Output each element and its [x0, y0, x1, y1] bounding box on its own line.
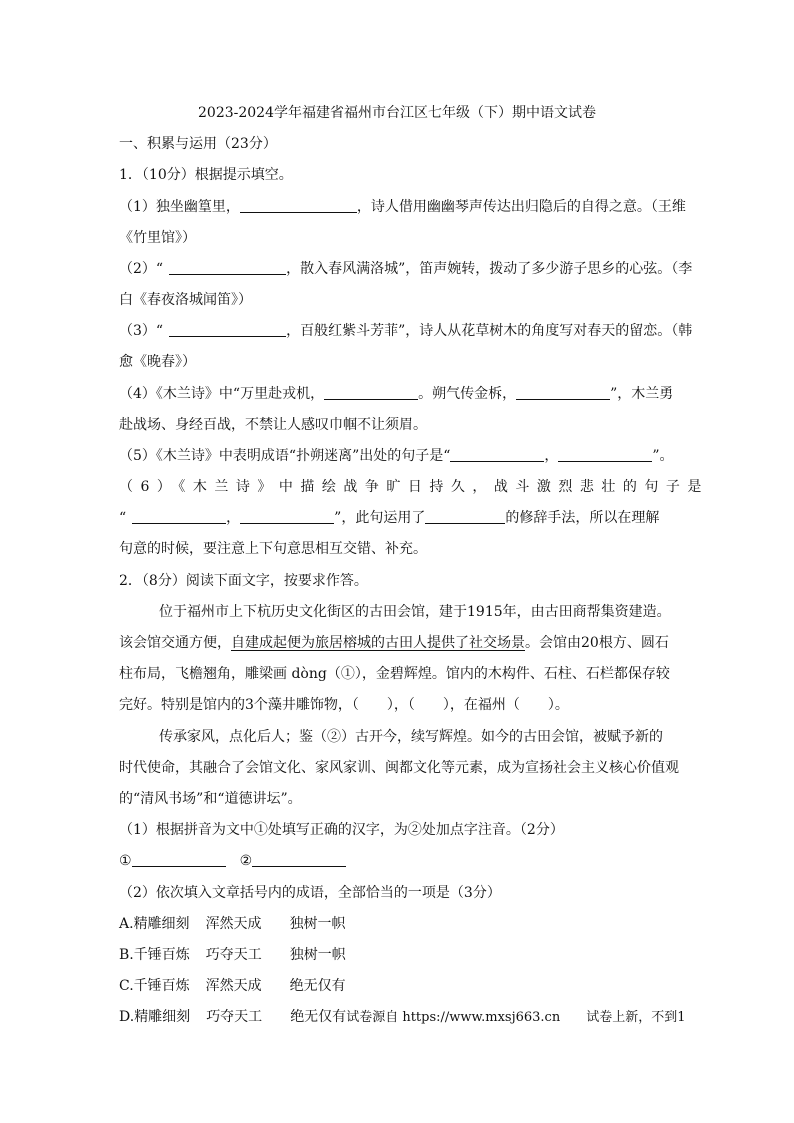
q1-item-1-text: （1）独坐幽篁里， — [119, 199, 240, 215]
q1-item-3-source: 愈《晚春》） — [119, 354, 196, 370]
answer-blank[interactable] — [132, 852, 226, 867]
option-idiom: 巧夺天工 — [205, 947, 262, 963]
option-idiom: 浑然天成 — [205, 978, 262, 994]
answer-blank[interactable] — [252, 852, 346, 867]
q1-item-5-text-3: ”。 — [652, 448, 674, 464]
passage-para-1-line-2 — [119, 633, 675, 653]
option-c[interactable] — [119, 976, 675, 996]
passage-para-1-line-1: 位于福州市上下杭历史文化街区的古田会馆，建于1915年，由古田商帮集资建造。 — [159, 604, 671, 620]
q1-item-3 — [119, 321, 693, 341]
option-idiom: 绝无仅有 — [290, 1009, 347, 1025]
answer-blank[interactable] — [558, 447, 652, 462]
q1-item-6-line-2 — [119, 508, 675, 528]
option-a[interactable] — [119, 914, 675, 934]
answer-blank[interactable] — [516, 385, 610, 400]
passage-text: 。会馆由20根方、圆石 — [525, 635, 669, 651]
q1-item-1-text-2: ，诗人借用幽幽琴声传达出归隐后的自得之意。（王维 — [356, 199, 686, 215]
answer-blank[interactable] — [169, 260, 286, 275]
q1-item-6-text: “ — [119, 510, 127, 526]
option-idiom: 千锤百炼 — [133, 978, 190, 994]
q1-item-2-text-2: ，散入春风满洛城”，笛声婉转，拨动了多少游子思乡的心弦。（李 — [286, 261, 693, 277]
answer-blank[interactable] — [240, 198, 357, 213]
option-idiom: 独树一帜 — [289, 916, 346, 932]
option-d[interactable] — [119, 1007, 686, 1028]
q2-sub-question-2: （2）依次填入文章括号内的成语，全部恰当的一项是（3分） — [119, 885, 501, 901]
option-idiom: 精雕细刻 — [134, 1009, 191, 1025]
q1-item-4 — [119, 384, 675, 404]
q1-item-3-text-2: ，百般红紫斗芳菲”，诗人从花草树木的角度写对春天的留恋。（韩 — [286, 323, 693, 339]
section-heading: 一、积累与运用（23分） — [119, 136, 277, 152]
option-idiom: 浑然天成 — [205, 916, 262, 932]
q1-item-6: （6）《木兰诗》中描绘战争旷日持久，战斗激烈悲壮的句子是 — [119, 479, 709, 495]
q1-item-2-text: （2）“ — [119, 261, 164, 277]
q1-item-1-source: 《竹里馆》） — [119, 230, 196, 246]
answer-blank[interactable] — [425, 509, 505, 524]
q1-item-6-line-3: 句意的时候，要注意上下句意思相互交错、补充。 — [119, 541, 427, 557]
passage-para-1-line-4: 完好。特别是馆内的3个藻井雕饰物，（ ），（ ），在福州（ ）。 — [119, 697, 569, 713]
answer-blank[interactable] — [132, 509, 226, 524]
page-title: 2023-2024学年福建省福州市台江区七年级（下）期中语文试卷 — [198, 105, 596, 121]
answer-marker-2: ② — [239, 853, 253, 869]
option-letter: B. — [119, 947, 134, 963]
q1-item-5-text: （5）《木兰诗》中表明成语“扑朔迷离”出处的句子是“ — [119, 448, 451, 464]
passage-para-2-line-1: 传承家风，点化后人；鉴（②）古开今，续写辉煌。如今的古田会馆，被赋予新的 — [159, 729, 663, 745]
q1-item-4-text: （4）《木兰诗》中“万里赴戎机， — [119, 386, 325, 402]
q1-item-5 — [119, 446, 675, 466]
q1-item-6-text-4: 的修辞手法，所以在理解 — [505, 510, 660, 526]
question-2-heading: 2．（8分）阅读下面文字，按要求作答。 — [119, 573, 368, 589]
option-letter: C. — [119, 978, 134, 994]
q1-item-4-text-2: 。朔气传金柝， — [418, 386, 517, 402]
passage-text: 该会馆交通方便， — [119, 635, 231, 651]
answer-blank[interactable] — [169, 322, 286, 337]
option-idiom: 独树一帜 — [289, 947, 346, 963]
answer-marker-1: ① — [119, 853, 132, 869]
answer-blank[interactable] — [240, 509, 334, 524]
option-b[interactable] — [119, 945, 675, 965]
option-idiom: 巧夺天工 — [206, 1009, 263, 1025]
q1-item-1 — [119, 197, 686, 217]
answer-blank[interactable] — [450, 447, 544, 462]
option-letter: A. — [119, 916, 134, 932]
passage-para-2-line-2: 时代使命，其融合了会馆文化、家风家训、闽都文化等元素，成为宣扬社会主义核心价值观 — [119, 760, 679, 776]
q2-sub-question-1: （1）根据拼音为文中①处填写正确的汉字，为②处加点字注音。（2分） — [119, 822, 564, 838]
option-idiom: 绝无仅有 — [289, 978, 346, 994]
q1-item-6-text-2: ， — [226, 510, 241, 526]
q1-item-5-text-2: ， — [544, 448, 559, 464]
q1-item-2 — [119, 259, 693, 279]
q1-item-3-text: （3）“ — [119, 323, 164, 339]
option-idiom: 千锤百炼 — [133, 947, 190, 963]
q1-item-4-cont: 赴战场、身经百战，不禁让人感叹巾帼不让须眉。 — [119, 417, 427, 433]
q1-item-2-source: 白《春夜洛城闻笛》） — [119, 292, 252, 308]
option-letter: D. — [119, 1009, 135, 1025]
source-watermark-note: 试卷源自 https://www.mxsj663.cn 试卷上新，不到1 — [346, 1010, 686, 1025]
underlined-sentence: 自建成起便为旅居榕城的古田人提供了社交场景 — [231, 635, 525, 651]
passage-para-2-line-3: 的“清风书场”和“道德讲坛”。 — [119, 791, 302, 807]
option-idiom: 精雕细刻 — [133, 916, 190, 932]
passage-para-1-line-3: 柱布局，飞檐翘角，雕梁画 dòng（①），金碧辉煌。馆内的木构件、石柱、石栏都保存较 — [119, 666, 670, 682]
answer-blank[interactable] — [324, 385, 418, 400]
q1-item-6-text-3: ”，此句运用了 — [334, 510, 426, 526]
q1-item-4-text-3: ”，木兰勇 — [610, 386, 674, 402]
question-1-heading: 1．（10分）根据提示填空。 — [119, 167, 293, 183]
q2-sub-question-1-answers — [119, 851, 675, 871]
